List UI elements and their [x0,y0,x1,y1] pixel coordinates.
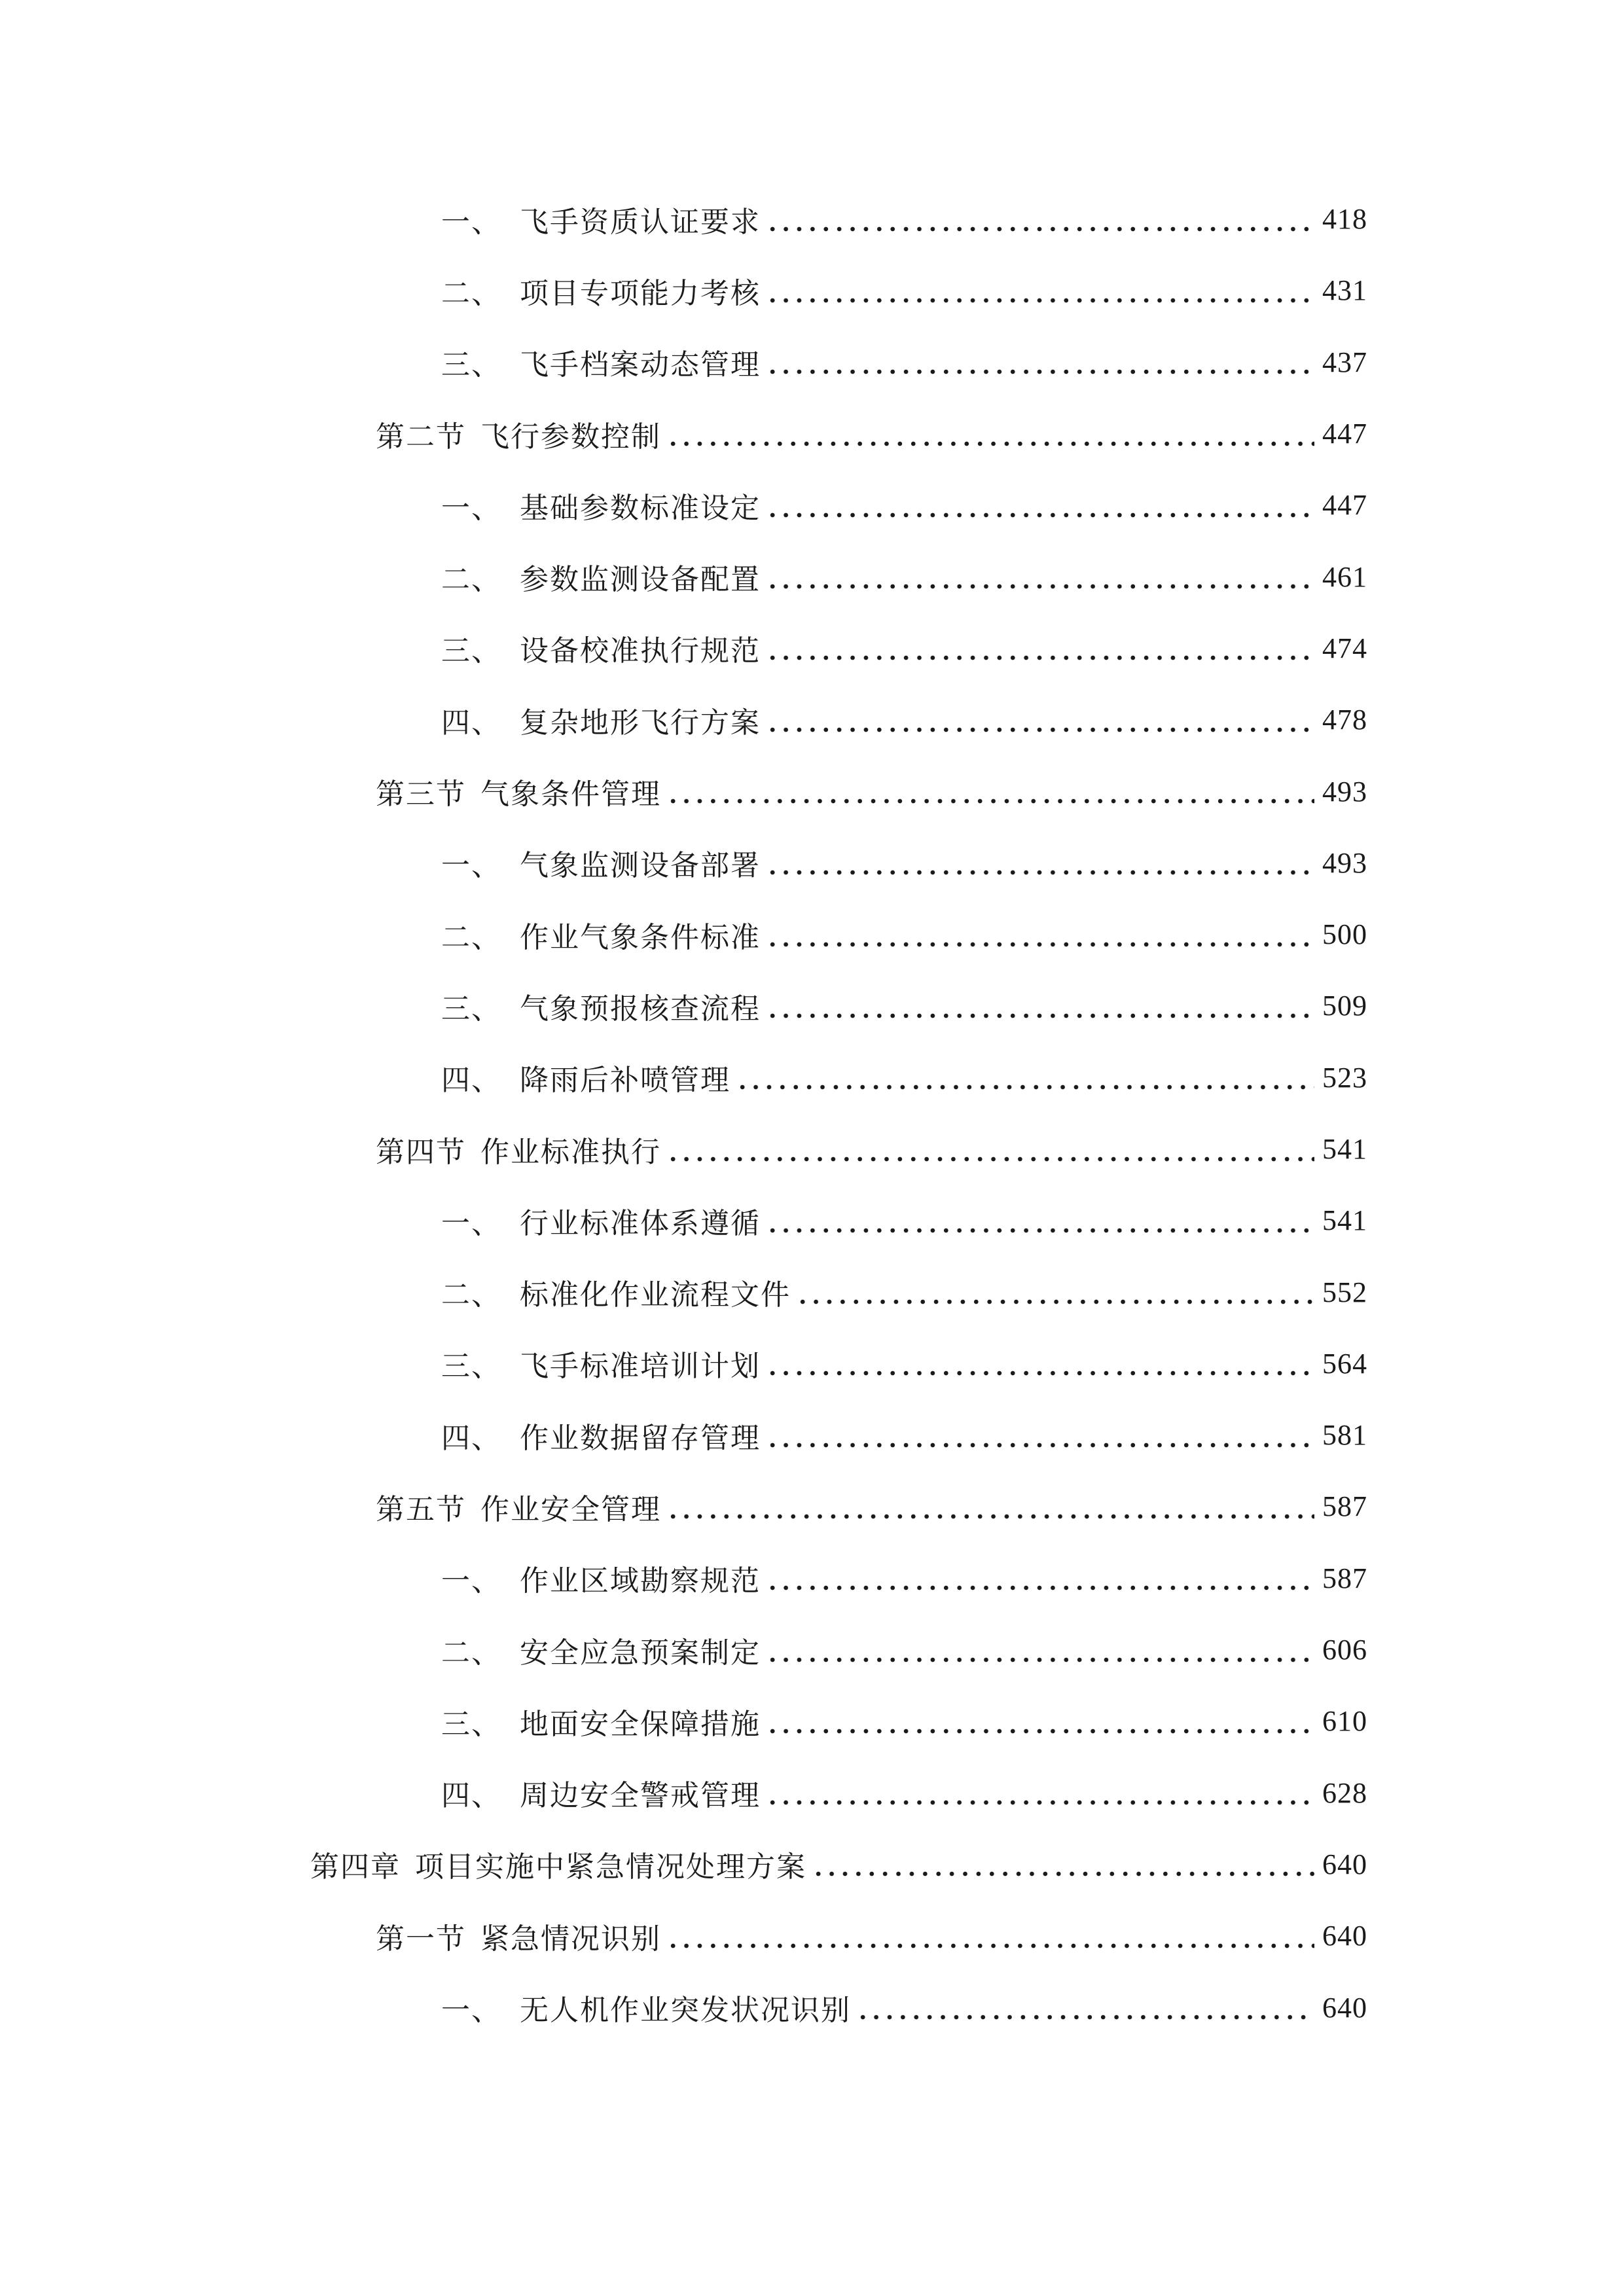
toc-entry-title: 气象条件管理 [480,778,661,812]
toc-section-entry[interactable] [0,1471,1624,1542]
toc-dot-leader [766,205,1314,234]
toc-page-number: 581 [1322,1419,1367,1452]
toc-entry-number: 四、 [441,1421,501,1455]
toc-page-number: 640 [1322,1848,1367,1880]
toc-entry-number: 第五节 [376,1492,466,1526]
toc-entry-title: 复杂地形飞行方案 [520,706,761,740]
toc-entry-title: 项目实施中紧急情况处理方案 [415,1850,806,1884]
toc-entry-number: 三、 [441,1350,501,1384]
toc-entry-title: 飞手档案动态管理 [520,348,761,382]
toc-page-number: 437 [1322,346,1367,378]
toc-dot-leader [766,1778,1314,1807]
toc-entry-title: 作业安全管理 [480,1492,661,1526]
toc-entry-number: 三、 [441,1707,501,1741]
toc-subsection-entry[interactable] [0,1614,1624,1685]
toc-subsection-entry[interactable] [0,1256,1624,1327]
toc-page-number: 640 [1322,1991,1367,2024]
toc-page-number: 564 [1322,1347,1367,1380]
toc-entry-number: 一、 [441,205,501,239]
toc-page-number: 640 [1322,1920,1367,1952]
toc-page-number: 541 [1322,1133,1367,1165]
toc-entry-number: 一、 [441,1564,501,1598]
toc-entry-number: 二、 [441,563,501,597]
toc-entry-number: 一、 [441,1206,501,1240]
toc-entry-title: 飞手资质认证要求 [520,205,761,239]
toc-page-number: 474 [1322,632,1367,664]
toc-entry-number: 第四章 [310,1850,401,1884]
toc-dot-leader [766,348,1314,376]
toc-page-number: 610 [1322,1705,1367,1738]
toc-entry-title: 行业标准体系遵循 [520,1206,761,1240]
table-of-contents [0,183,1624,2043]
toc-entry-number: 四、 [441,1779,501,1813]
toc-page-number: 493 [1322,775,1367,808]
toc-dot-leader [766,1206,1314,1235]
toc-dot-leader [766,1707,1314,1736]
toc-dot-leader [766,920,1314,949]
toc-section-entry[interactable] [0,1113,1624,1185]
toc-entry-title: 安全应急预案制定 [520,1636,761,1670]
toc-entry-title: 作业标准执行 [480,1135,661,1169]
toc-subsection-entry[interactable] [0,827,1624,899]
toc-entry-number: 二、 [441,276,501,310]
toc-page-number: 587 [1322,1562,1367,1594]
toc-dot-leader [766,562,1314,591]
toc-page-number: 447 [1322,418,1367,450]
toc-page-number: 552 [1322,1276,1367,1308]
toc-subsection-entry[interactable] [0,1328,1624,1399]
toc-entry-title: 作业气象条件标准 [520,920,761,954]
toc-entry-title: 紧急情况识别 [480,1922,661,1956]
toc-subsection-entry[interactable] [0,1971,1624,2043]
toc-dot-leader [766,634,1314,662]
toc-entry-title: 气象预报核查流程 [520,992,761,1026]
toc-dot-leader [666,1922,1314,1950]
toc-dot-leader [666,1135,1314,1164]
toc-dot-leader [812,1850,1314,1878]
toc-page-number: 447 [1322,489,1367,522]
toc-dot-leader [666,1492,1314,1521]
toc-entry-number: 二、 [441,920,501,954]
toc-dot-leader [736,1063,1314,1092]
toc-page-number: 431 [1322,274,1367,307]
toc-page-number: 418 [1322,203,1367,236]
toc-entry-title: 地面安全保障措施 [520,1707,761,1741]
toc-dot-leader [796,1278,1314,1306]
toc-subsection-entry[interactable] [0,183,1624,255]
toc-subsection-entry[interactable] [0,684,1624,755]
toc-entry-number: 第一节 [376,1922,466,1956]
toc-subsection-entry[interactable] [0,1543,1624,1614]
toc-chapter-entry[interactable] [0,1829,1624,1900]
toc-subsection-entry[interactable] [0,469,1624,541]
toc-subsection-entry[interactable] [0,970,1624,1041]
toc-entry-number: 一、 [441,1994,501,2028]
toc-subsection-entry[interactable] [0,613,1624,684]
toc-entry-title: 设备校准执行规范 [520,634,761,668]
toc-entry-title: 飞行参数控制 [480,420,661,454]
toc-entry-number: 四、 [441,706,501,740]
toc-subsection-entry[interactable] [0,541,1624,612]
toc-entry-number: 三、 [441,634,501,668]
toc-dot-leader [766,491,1314,520]
toc-subsection-entry[interactable] [0,255,1624,326]
toc-entry-number: 三、 [441,992,501,1026]
toc-subsection-entry[interactable] [0,1185,1624,1256]
toc-entry-title: 气象监测设备部署 [520,849,761,883]
toc-page-number: 541 [1322,1204,1367,1237]
toc-dot-leader [766,1564,1314,1592]
toc-page-number: 606 [1322,1634,1367,1666]
toc-entry-title: 降雨后补喷管理 [520,1064,731,1098]
toc-entry-number: 第三节 [376,778,466,812]
toc-page-number: 478 [1322,704,1367,736]
toc-entry-number: 一、 [441,849,501,883]
toc-entry-title: 飞手标准培训计划 [520,1350,761,1384]
toc-dot-leader [766,1349,1314,1378]
toc-entry-number: 二、 [441,1278,501,1312]
toc-dot-leader [766,848,1314,877]
toc-page-number: 523 [1322,1061,1367,1094]
toc-dot-leader [766,992,1314,1020]
toc-entry-number: 一、 [441,491,501,525]
toc-entry-number: 四、 [441,1064,501,1098]
toc-page-number: 500 [1322,918,1367,951]
toc-page-number: 509 [1322,990,1367,1022]
toc-page-number: 461 [1322,560,1367,593]
toc-subsection-entry[interactable] [0,327,1624,398]
toc-entry-title: 项目专项能力考核 [520,276,761,310]
toc-dot-leader [766,1421,1314,1450]
toc-entry-number: 二、 [441,1636,501,1670]
toc-dot-leader [666,420,1314,448]
toc-dot-leader [856,1993,1314,2022]
toc-subsection-entry[interactable] [0,1042,1624,1113]
toc-entry-title: 参数监测设备配置 [520,563,761,597]
toc-entry-number: 第二节 [376,420,466,454]
toc-dot-leader [766,276,1314,305]
toc-page-number: 628 [1322,1776,1367,1809]
toc-entry-title: 基础参数标准设定 [520,491,761,525]
toc-subsection-entry[interactable] [0,1399,1624,1471]
toc-page-number: 587 [1322,1490,1367,1523]
toc-dot-leader [766,1636,1314,1664]
toc-entry-title: 作业区域勘察规范 [520,1564,761,1598]
toc-section-entry[interactable] [0,398,1624,469]
toc-entry-number: 三、 [441,348,501,382]
toc-page-number: 493 [1322,846,1367,879]
toc-subsection-entry[interactable] [0,899,1624,970]
toc-dot-leader [766,706,1314,734]
toc-entry-title: 作业数据留存管理 [520,1421,761,1455]
toc-section-entry[interactable] [0,1900,1624,1971]
toc-entry-title: 周边安全警戒管理 [520,1779,761,1813]
toc-dot-leader [666,777,1314,806]
toc-entry-number: 第四节 [376,1135,466,1169]
toc-entry-title: 标准化作业流程文件 [520,1278,791,1312]
toc-subsection-entry[interactable] [0,1685,1624,1757]
toc-entry-title: 无人机作业突发状况识别 [520,1994,851,2028]
toc-section-entry[interactable] [0,755,1624,827]
toc-subsection-entry[interactable] [0,1757,1624,1829]
